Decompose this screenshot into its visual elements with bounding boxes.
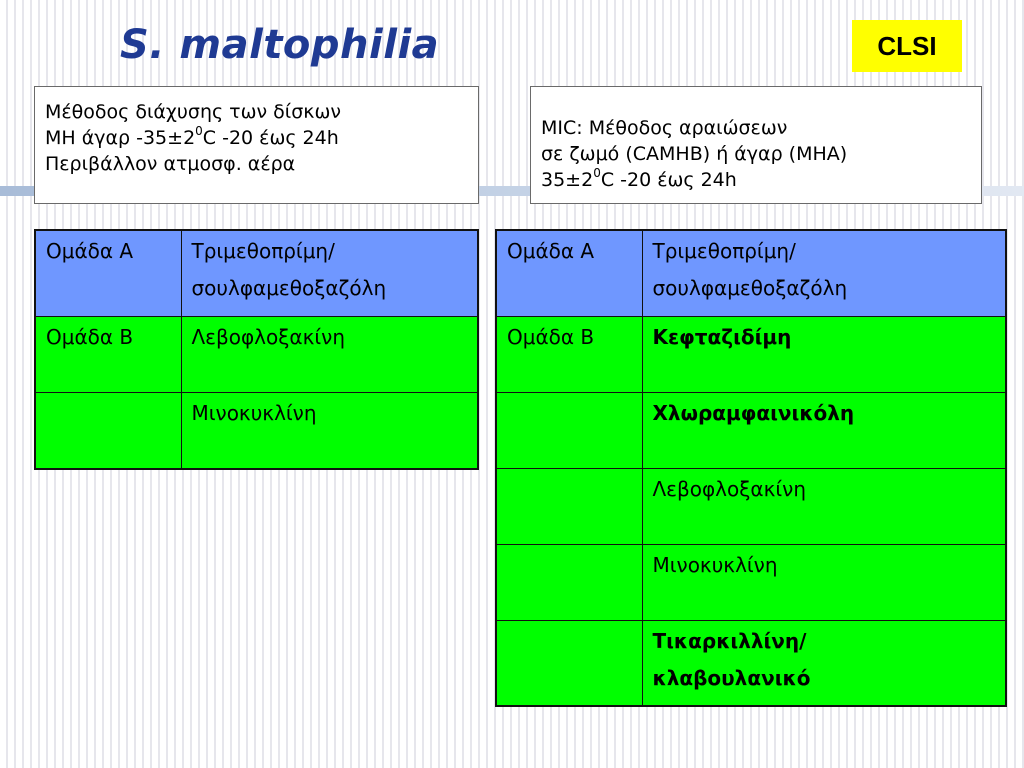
drug-cell bbox=[642, 620, 1006, 706]
drug-cell: Κεφταζιδίμη bbox=[642, 316, 1006, 392]
drug-name: Τριμεθοπρίμη/ bbox=[191, 239, 335, 263]
group-cell bbox=[496, 468, 642, 544]
drug-name: σουλφαμεθοξαζόλη bbox=[191, 276, 387, 300]
disk-method-time: C -20 έως 24h bbox=[202, 127, 339, 149]
slide-title: S. maltophilia bbox=[120, 22, 440, 68]
mic-method-box bbox=[530, 86, 982, 204]
disk-method-line bbox=[45, 125, 468, 151]
mic-method-line bbox=[541, 167, 971, 193]
drug-cell bbox=[642, 230, 1006, 316]
table-row bbox=[496, 230, 1006, 316]
drug-cell: Μινοκυκλίνη bbox=[181, 392, 478, 469]
group-cell bbox=[496, 392, 642, 468]
disk-method-temp: ΜΗ άγαρ -35±2 bbox=[45, 127, 196, 149]
drug-name: Τριμεθοπρίμη/ bbox=[652, 239, 796, 263]
drug-cell: Λεβοφλοξακίνη bbox=[642, 468, 1006, 544]
table-row bbox=[496, 468, 1006, 544]
group-cell: Ομάδα A bbox=[496, 230, 642, 316]
disk-method-line: Περιβάλλον ατμοσφ. αέρα bbox=[45, 153, 296, 175]
drug-cell: Λεβοφλοξακίνη bbox=[181, 316, 478, 392]
drug-cell: Χλωραμφαινικόλη bbox=[642, 392, 1006, 468]
degree-superscript: 0 bbox=[593, 165, 601, 180]
mic-method-line: MIC: Μέθοδος αραιώσεων bbox=[541, 117, 788, 139]
drug-name: σουλφαμεθοξαζόλη bbox=[652, 276, 848, 300]
drug-name: κλαβουλανικό bbox=[652, 665, 811, 690]
table-row bbox=[496, 316, 1006, 392]
degree-superscript: 0 bbox=[195, 123, 203, 138]
table-row bbox=[35, 230, 478, 316]
group-cell bbox=[496, 544, 642, 620]
clsi-badge: CLSI bbox=[852, 20, 962, 72]
table-row bbox=[35, 316, 478, 392]
table-row bbox=[496, 392, 1006, 468]
drug-cell: Μινοκυκλίνη bbox=[642, 544, 1006, 620]
disk-method-line: Μέθοδος διάχυσης των δίσκων bbox=[45, 101, 341, 123]
mic-table bbox=[495, 229, 1007, 707]
disk-diffusion-table bbox=[34, 229, 479, 470]
drug-name: Τικαρκιλλίνη/ bbox=[652, 628, 807, 653]
mic-method-line: σε ζωμό (CAMHB) ή άγαρ (MHA) bbox=[541, 143, 848, 165]
group-cell: Ομάδα B bbox=[35, 316, 181, 392]
group-cell: Ομάδα B bbox=[496, 316, 642, 392]
group-cell: Ομάδα A bbox=[35, 230, 181, 316]
disk-method-box bbox=[34, 86, 479, 204]
mic-method-time: C -20 έως 24h bbox=[600, 169, 737, 191]
drug-cell bbox=[181, 230, 478, 316]
table-row bbox=[35, 392, 478, 469]
group-cell bbox=[496, 620, 642, 706]
table-row bbox=[496, 544, 1006, 620]
group-cell bbox=[35, 392, 181, 469]
mic-method-temp: 35±2 bbox=[541, 169, 594, 191]
table-row bbox=[496, 620, 1006, 706]
